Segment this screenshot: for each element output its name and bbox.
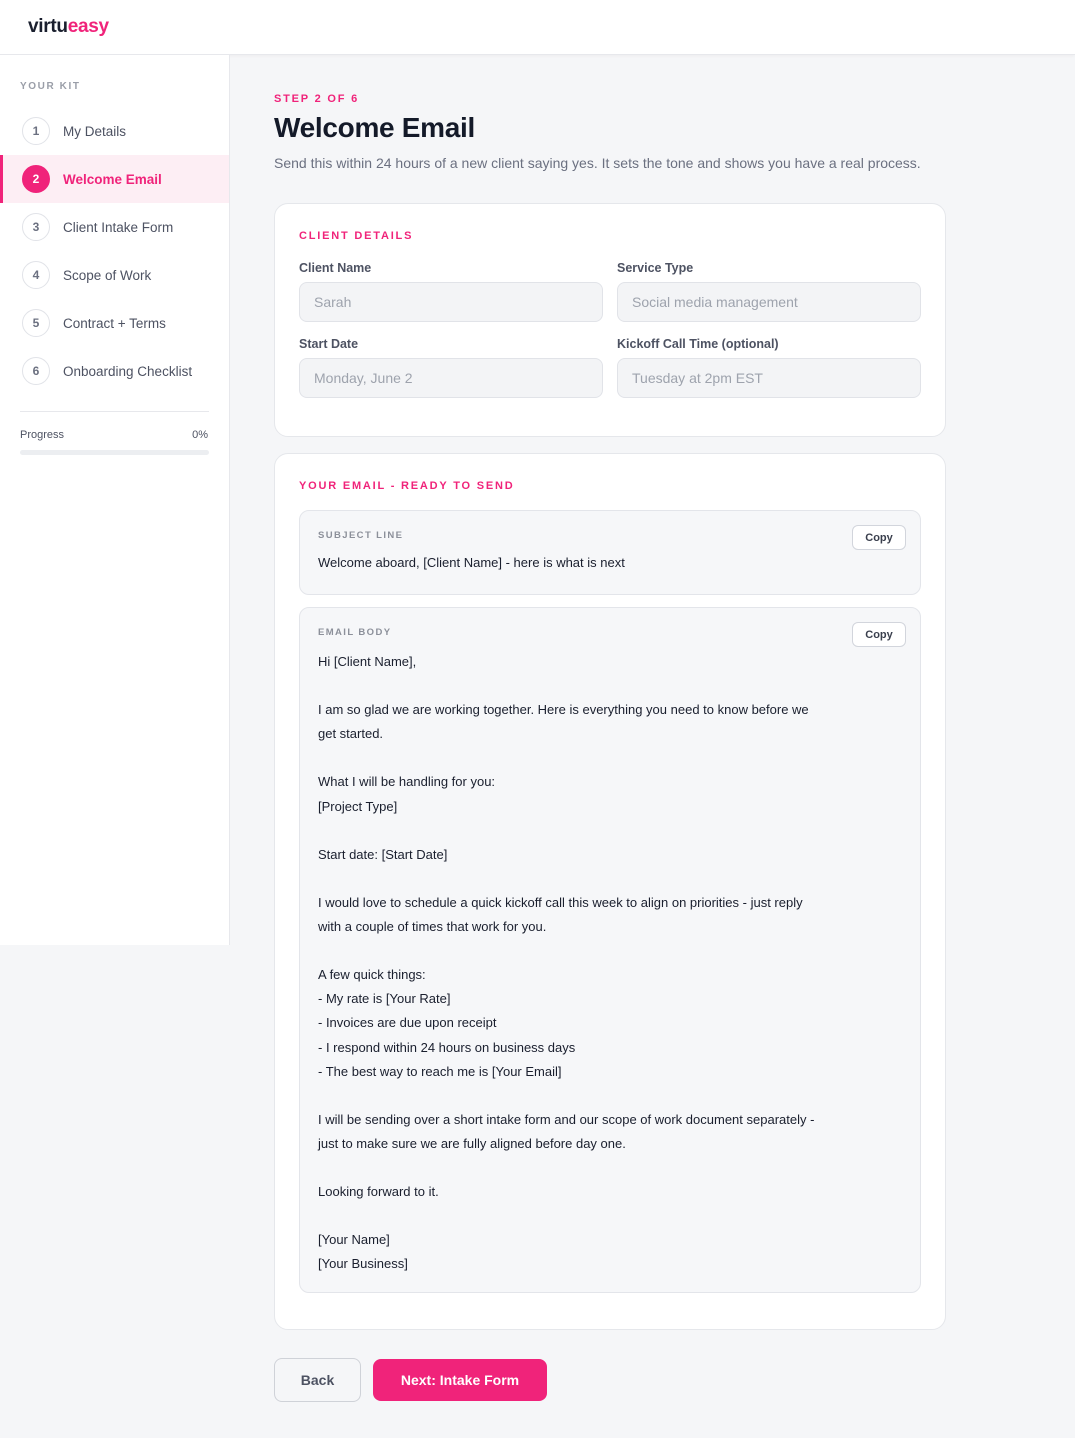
brand-logo[interactable] bbox=[28, 16, 109, 38]
step-number-badge: 5 bbox=[22, 309, 50, 337]
sidebar-item-label: Client Intake Form bbox=[63, 219, 174, 235]
sidebar-item-label: My Details bbox=[63, 123, 127, 139]
progress-label: Progress bbox=[20, 429, 65, 441]
sidebar-item-client-intake-form[interactable] bbox=[0, 203, 229, 251]
sidebar-item-label: Onboarding Checklist bbox=[63, 363, 193, 379]
sidebar-nav bbox=[0, 107, 229, 395]
step-indicator: STEP 2 OF 6 bbox=[274, 93, 360, 105]
sidebar-heading: YOUR KIT bbox=[20, 81, 81, 92]
back-button[interactable]: Back bbox=[274, 1358, 361, 1402]
sidebar-item-label: Welcome Email bbox=[63, 171, 162, 187]
email-heading: YOUR EMAIL - READY TO SEND bbox=[299, 480, 515, 492]
page-title: Welcome Email bbox=[274, 112, 476, 143]
sidebar-item-scope-of-work[interactable] bbox=[0, 251, 229, 299]
subject-line-box bbox=[299, 510, 921, 595]
sidebar-item-my-details[interactable] bbox=[0, 107, 229, 155]
service-type-input[interactable] bbox=[617, 282, 921, 322]
sidebar-item-label: Scope of Work bbox=[63, 267, 152, 283]
step-number-badge: 2 bbox=[22, 165, 50, 193]
start-date-input[interactable] bbox=[299, 358, 603, 398]
sidebar-divider bbox=[20, 411, 209, 412]
kickoff-time-label: Kickoff Call Time (optional) bbox=[617, 337, 779, 351]
top-bar bbox=[0, 0, 1075, 55]
sidebar bbox=[0, 55, 230, 945]
page-subtitle: Send this within 24 hours of a new client saying yes. It sets the tone and shows you have a real process. bbox=[274, 155, 921, 171]
client-details-card bbox=[274, 203, 946, 437]
step-number-badge: 4 bbox=[22, 261, 50, 289]
email-body-label: EMAIL BODY bbox=[318, 627, 392, 638]
subject-line-label: SUBJECT LINE bbox=[318, 530, 404, 541]
service-type-label: Service Type bbox=[617, 261, 694, 275]
copy-body-button[interactable]: Copy bbox=[852, 622, 906, 647]
sidebar-item-welcome-email[interactable] bbox=[0, 155, 229, 203]
sidebar-item-onboarding-checklist[interactable] bbox=[0, 347, 229, 395]
email-body-text: Hi [Client Name], I am so glad we are working together. Here is everything you need to know before we get started. What I will be handling for you: [Project Type] Start date: [Start Date] I would love to schedule a quick kickoff call this week to align on priorities - just reply with a couple of times that work for you. A few quick things: - My rate is [Your Rate] - Invoices are due upon receipt - I respond within 24 hours on business days - The best way to reach me is [Your Email] I will be sending over a short intake form and our scope of work document separately - just to make sure we are fully aligned before day one. Looking forward to it. [Your Name] [Your Business] bbox=[318, 654, 815, 1272]
sidebar-item-contract-terms[interactable] bbox=[0, 299, 229, 347]
kickoff-time-input[interactable] bbox=[617, 358, 921, 398]
step-number-badge: 1 bbox=[22, 117, 50, 145]
client-details-heading: CLIENT DETAILS bbox=[299, 230, 414, 242]
subject-line-text: Welcome aboard, [Client Name] - here is what is next bbox=[318, 555, 625, 570]
copy-subject-button[interactable]: Copy bbox=[852, 525, 906, 550]
brand-logo-part1: virtu bbox=[28, 16, 68, 37]
sidebar-item-label: Contract + Terms bbox=[63, 315, 166, 331]
progress-bar bbox=[20, 450, 209, 455]
email-body-box bbox=[299, 607, 921, 1293]
start-date-label: Start Date bbox=[299, 337, 359, 351]
client-name-label: Client Name bbox=[299, 261, 372, 275]
email-card bbox=[274, 453, 946, 1330]
brand-logo-part2: easy bbox=[67, 16, 109, 37]
progress-value: 0% bbox=[192, 429, 208, 441]
next-button[interactable]: Next: Intake Form bbox=[373, 1359, 547, 1401]
client-name-input[interactable] bbox=[299, 282, 603, 322]
step-number-badge: 3 bbox=[22, 213, 50, 241]
step-number-badge: 6 bbox=[22, 357, 50, 385]
